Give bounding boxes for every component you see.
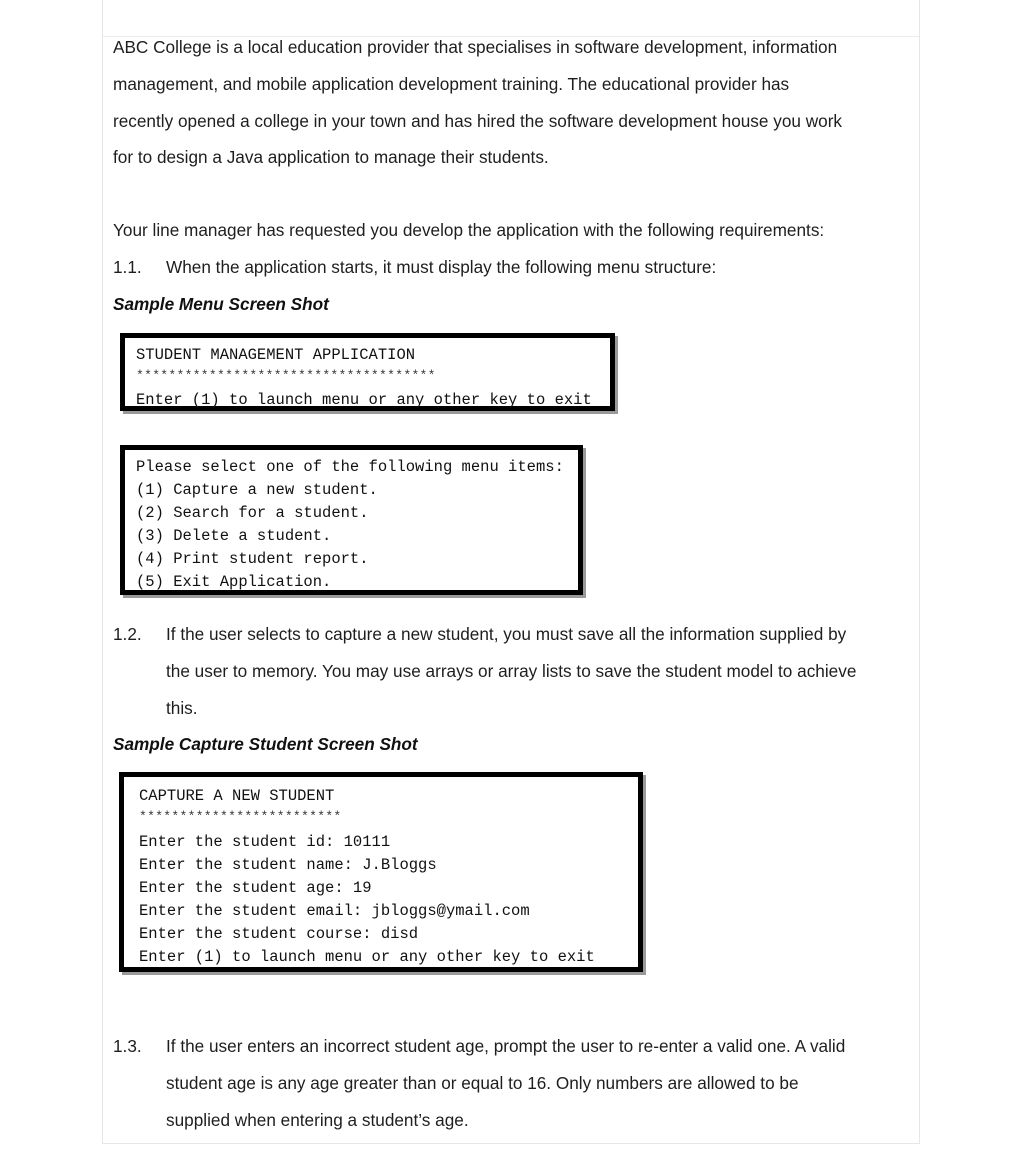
console-line: (4) Print student report. — [136, 550, 369, 568]
console-line: Enter (1) to launch menu or any other key to exit — [139, 948, 595, 966]
requirement-number: 1.3. — [113, 1036, 142, 1056]
requirement-number: 1.2. — [113, 624, 142, 644]
requirement-text: When the application starts, it must display the following menu structure: — [166, 257, 717, 277]
console-stars: ************************* — [139, 809, 342, 824]
requirement-line: student age is any age greater than or equal to 16. Only numbers are allowed to be — [166, 1072, 799, 1093]
console-line: STUDENT MANAGEMENT APPLICATION — [136, 346, 416, 364]
requirement-text — [166, 1028, 913, 1138]
requirement-line: If the user selects to capture a new student, you must save all the information supplied by — [166, 624, 847, 644]
console-line: (5) Exit Application. — [136, 573, 332, 591]
console-line: Enter (1) to launch menu or any other key to exit — [136, 391, 592, 409]
console-line: (2) Search for a student. — [136, 504, 369, 522]
intro-line: for to design a Java application to manage their students. — [113, 147, 549, 167]
requirements-intro: Your line manager has requested you develop the application with the following requirements: — [113, 220, 825, 240]
console-line: (1) Capture a new student. — [136, 481, 378, 499]
console-menu-screenshot — [120, 445, 583, 595]
intro-line: recently opened a college in your town and has hired the software development house you work — [113, 111, 843, 131]
console-line: Enter the student course: disd — [139, 925, 419, 943]
requirement-line: this. — [166, 697, 198, 718]
requirement-1-2 — [113, 616, 913, 727]
requirement-line: the user to memory. You may use arrays or array lists to save the student model to achieve — [166, 660, 857, 681]
console-line: Enter the student id: 10111 — [139, 833, 391, 851]
requirement-line: supplied when entering a student’s age. — [166, 1109, 469, 1130]
caption-sample-menu: Sample Menu Screen Shot — [113, 294, 329, 314]
console-stars: ************************************* — [136, 368, 436, 383]
console-line: CAPTURE A NEW STUDENT — [139, 787, 335, 805]
console-line: Enter the student email: jbloggs@ymail.com — [139, 902, 530, 920]
intro-line: ABC College is a local education provider that specialises in software development, information — [113, 37, 838, 57]
console-launch-screenshot — [120, 333, 615, 411]
intro-line: management, and mobile application development training. The educational provider has — [113, 74, 790, 94]
caption-sample-capture: Sample Capture Student Screen Shot — [113, 734, 418, 754]
console-line: Enter the student name: J.Bloggs — [139, 856, 437, 874]
requirement-text — [166, 616, 913, 726]
console-line: (3) Delete a student. — [136, 527, 332, 545]
console-line: Please select one of the following menu items: — [136, 458, 564, 476]
console-capture-screenshot — [119, 772, 643, 972]
console-line: Enter the student age: 19 — [139, 879, 372, 897]
requirement-1-3 — [113, 1028, 913, 1139]
document-page — [102, 0, 920, 1144]
requirement-line: If the user enters an incorrect student age, prompt the user to re-enter a valid one. A valid — [166, 1036, 846, 1056]
requirement-number: 1.1. — [113, 257, 142, 277]
